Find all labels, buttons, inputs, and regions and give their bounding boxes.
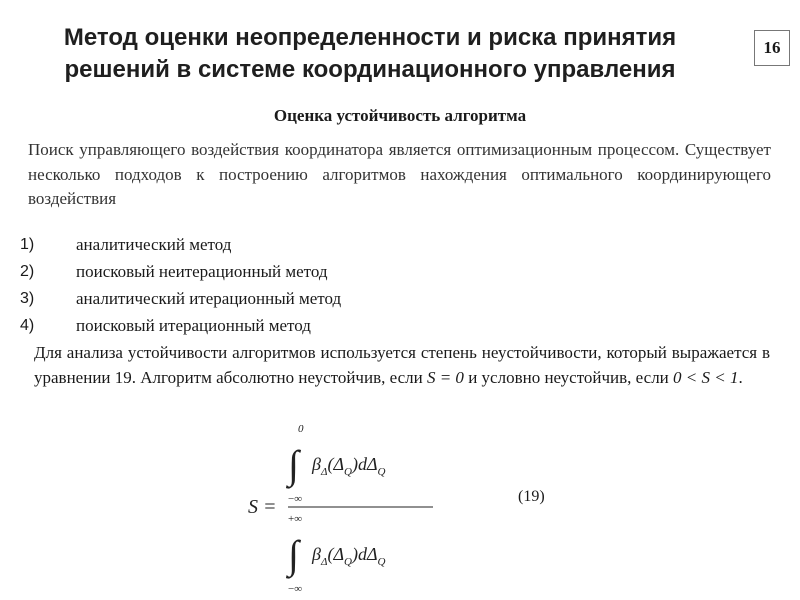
condition-absolute: S = 0 xyxy=(426,368,464,387)
list-item xyxy=(20,285,341,312)
analysis-paragraph xyxy=(34,340,770,390)
list-item-text: аналитический метод xyxy=(76,235,232,254)
denominator-lower-limit: −∞ xyxy=(288,583,303,595)
methods-list xyxy=(20,231,341,339)
list-item xyxy=(20,312,341,339)
list-item-text: поисковый неитерационный метод xyxy=(76,262,328,281)
list-item xyxy=(20,258,341,285)
list-item xyxy=(20,231,341,258)
condition-conditional: 0 < S < 1 xyxy=(673,368,739,387)
list-item-number: 1) xyxy=(20,236,35,253)
formula-lhs: S = xyxy=(248,496,277,518)
integral-sign-denominator: ∫ xyxy=(288,532,299,577)
page-number-badge: 16 xyxy=(754,30,790,66)
title-line-1: Метод оценки неопределенности и риска принятия xyxy=(63,24,677,51)
analysis-text-2: и условно неустойчив, если xyxy=(463,368,674,387)
list-item-text: аналитический итерационный метод xyxy=(76,289,342,308)
numerator-integrand: $\beta_\Delta(\Delta_Q)d\Delta_Q$ xyxy=(312,454,386,478)
title-line-2: решений в системе координационного управления xyxy=(64,56,676,83)
intro-paragraph: Поиск управляющего воздействия координатора является оптимизационным процессом. Существует несколько подходов к построению алгоритмов нахождения оптимального координирующего воздействия xyxy=(28,140,771,208)
denominator-integrand: $\beta_\Delta(\Delta_Q)d\Delta_Q$ xyxy=(312,544,386,568)
integral-sign-numerator: ∫ xyxy=(288,442,299,487)
section-subtitle: Оценка устойчивость алгоритма xyxy=(273,106,527,125)
list-item-number: 3) xyxy=(20,290,35,307)
slide-title xyxy=(40,22,700,86)
analysis-text-1: Для анализа устойчивости алгоритмов используется степень неустойчивости, который выражается в уравнении 19. Алгоритм абсолютно неустойчив, если xyxy=(34,343,770,387)
analysis-text-end: . xyxy=(738,368,743,387)
denominator-upper-limit: +∞ xyxy=(288,513,303,525)
stability-formula xyxy=(248,418,448,598)
numerator-upper-limit: 0 xyxy=(298,423,304,435)
list-item-number: 2) xyxy=(20,263,35,280)
numerator-lower-limit: −∞ xyxy=(288,493,303,505)
list-item-number: 4) xyxy=(20,317,35,334)
list-item-text: поисковый итерационный метод xyxy=(76,316,311,335)
equation-number: (19) xyxy=(518,488,545,505)
